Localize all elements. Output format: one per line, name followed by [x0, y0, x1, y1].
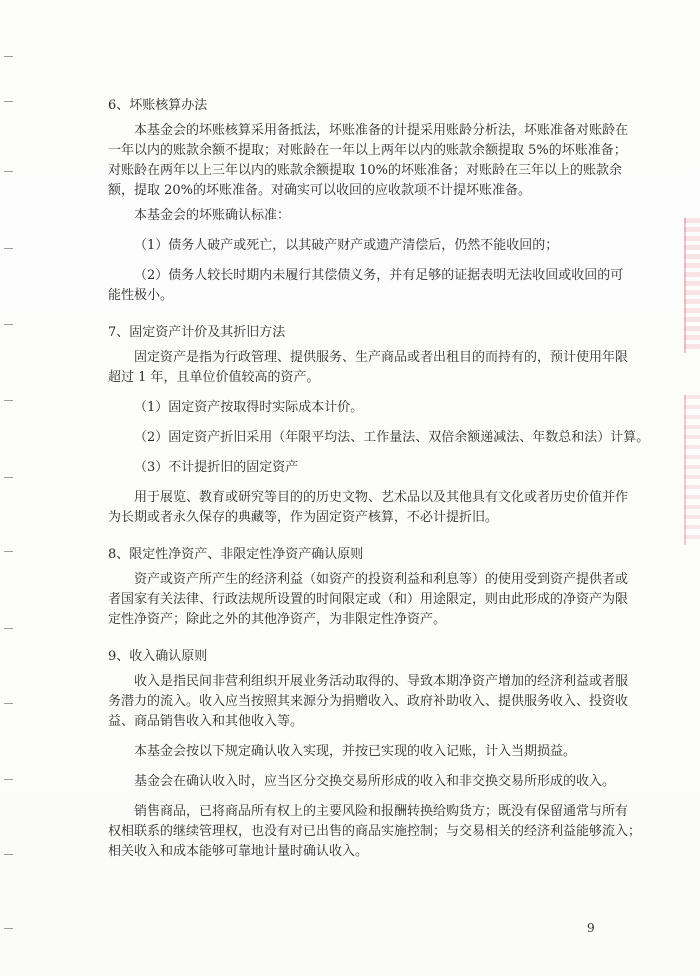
paragraph-line: 收入是指民间非营利组织开展业务活动取得的、导致本期净资产增加的经济利益或者服: [134, 674, 629, 689]
paragraph-line: （2）债务人较长时期内未履行其偿债义务，并有足够的证据表明无法收回或收回的可: [134, 268, 624, 283]
section-heading: 8、限定性净资产、非限定性净资产确认原则: [108, 547, 364, 562]
paragraph-line: 销售商品，已将商品所有权上的主要风险和报酬转换给购货方；既没有保留通常与所有: [134, 804, 629, 819]
paragraph-line: 对账龄在两年以上三年以内的账款余额提取 10%的坏账准备；对账龄在三年以上的账款余: [108, 163, 623, 178]
paragraph-line: 本基金会按以下规定确认收入实现，并按已实现的收入记账，计入当期损益。: [134, 744, 577, 759]
paragraph-line: （3）不计提折旧的固定资产: [134, 460, 299, 475]
page-number: 9: [587, 921, 595, 935]
paragraph-line: （1）固定资产按取得时实际成本计价。: [134, 400, 364, 415]
paragraph-line: 相关收入和成本能够可靠地计量时确认收入。: [108, 844, 369, 859]
margin-tick: [4, 171, 13, 172]
paragraph-line: 益、商品销售收入和其他收入等。: [108, 714, 304, 729]
paragraph-line: 能性极小。: [108, 288, 174, 303]
paragraph-line: 资产或资产所产生的经济利益（如资产的投资利益和利息等）的使用受到资产提供者或: [134, 572, 629, 587]
margin-tick: [4, 477, 13, 478]
paragraph-line: 定性净资产；除此之外的其他净资产，为非限定性净资产。: [108, 612, 447, 627]
paragraph-line: （1）债务人破产或死亡，以其破产财产或遗产清偿后，仍然不能收回的；: [134, 238, 559, 253]
margin-tick: [4, 928, 13, 929]
section-heading: 6、坏账核算办法: [108, 98, 208, 113]
seal-stamp-edge: [684, 218, 700, 353]
paragraph-line: 权相联系的继续管理权，也没有对已出售的商品实施控制；与交易相关的经济利益能够流入；: [108, 824, 642, 839]
document-body: [108, 92, 650, 862]
margin-tick: [4, 101, 13, 102]
paragraph-line: 超过 1 年，且单位价值较高的资产。: [108, 370, 320, 385]
margin-tick: [4, 703, 13, 704]
margin-tick: [4, 400, 13, 401]
paragraph-line: 者国家有关法律、行政法规所设置的时间限定或（和）用途限定，则由此形成的净资产为限: [108, 592, 629, 607]
paragraph-line: 基金会在确认收入时，应当区分交换交易所形成的收入和非交换交易所形成的收入。: [134, 774, 616, 789]
section-heading: 7、固定资产计价及其折旧方法: [108, 325, 286, 340]
paragraph-line: 固定资产是指为行政管理、提供服务、生产商品或者出租目的而持有的，预计使用年限: [134, 350, 629, 365]
margin-tick: [4, 56, 13, 57]
margin-tick: [4, 324, 13, 325]
section-heading: 9、收入确认原则: [108, 649, 208, 664]
paragraph-line: 额，提取 20%的坏账准备。对确实可以收回的应收款项不计提坏账准备。: [108, 183, 532, 198]
margin-tick: [4, 854, 13, 855]
paragraph-line: 务潜力的流入。收入应当按照其来源分为捐赠收入、政府补助收入、提供服务收入、投资收: [108, 694, 629, 709]
binding-margin-marks: [4, 0, 16, 976]
seal-stamp-edge: [684, 395, 700, 545]
margin-tick: [4, 779, 13, 780]
margin-tick: [4, 628, 13, 629]
paragraph-line: 一年以内的账款余额不提取；对账龄在一年以上两年以内的账款余额提取 5%的坏账准备；: [108, 143, 627, 158]
paragraph-line: 本基金会的坏账核算采用备抵法，坏账准备的计提采用账龄分析法，坏账准备对账龄在: [134, 123, 629, 138]
margin-tick: [4, 248, 13, 249]
margin-tick: [4, 551, 13, 552]
paragraph-line: 为长期或者永久保存的典藏等，作为固定资产核算，不必计提折旧。: [108, 510, 499, 525]
paragraph-line: 用于展览、教育或研究等目的的历史文物、艺术品以及其他具有文化或者历史价值并作: [134, 490, 629, 505]
paragraph-line: （2）固定资产折旧采用（年限平均法、工作量法、双倍余额递减法、年数总和法）计算。: [134, 430, 650, 445]
paragraph-line: 本基金会的坏账确认标准：: [134, 208, 291, 223]
